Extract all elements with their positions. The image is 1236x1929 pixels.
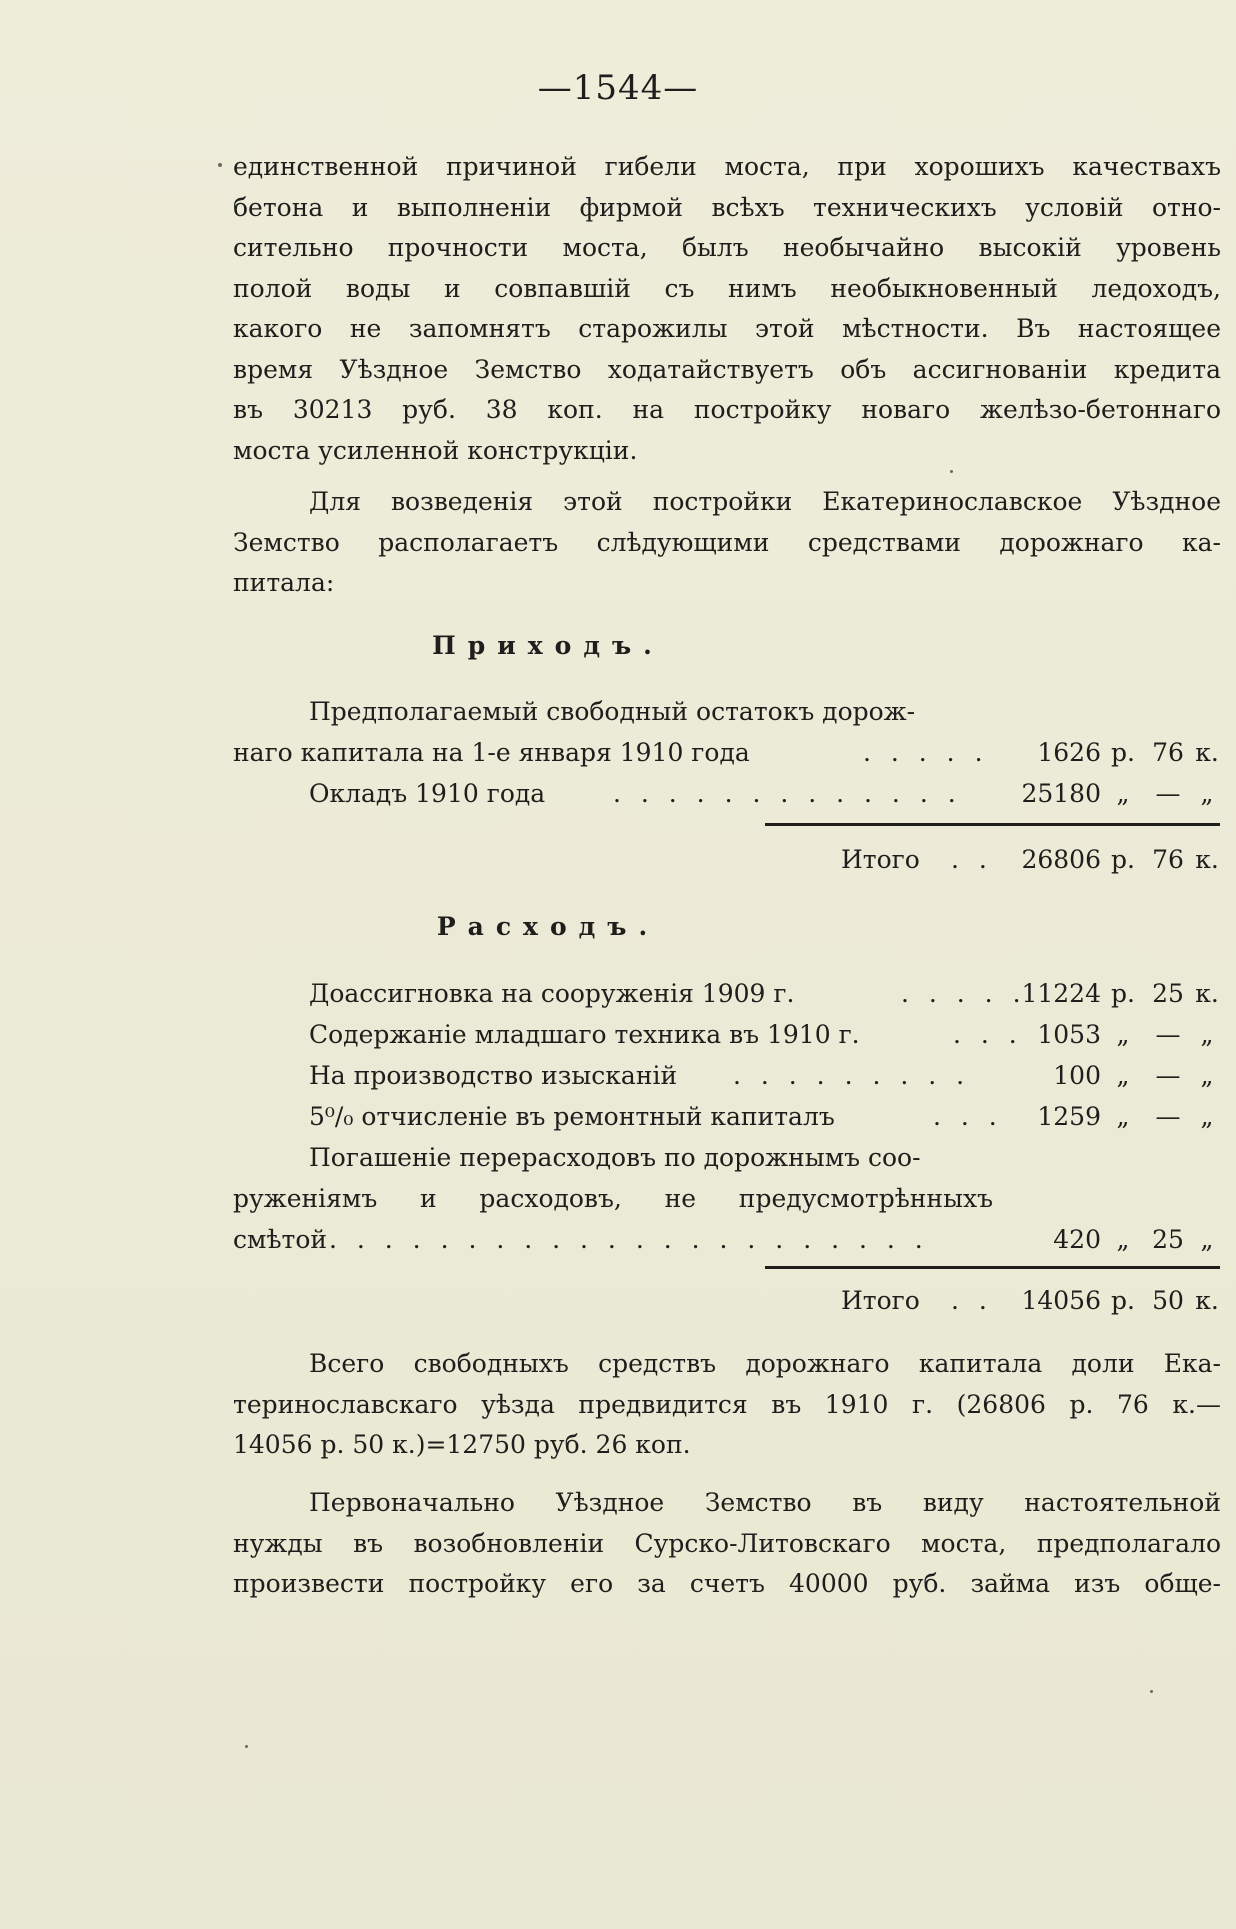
row-label: наго капитала на 1-е января 1910 года xyxy=(233,738,750,767)
text-line: нужды въ возобновленіи Сурско-Литовскаго моста, предполагало xyxy=(233,1528,1221,1558)
row-unit-kop: „ xyxy=(1200,1061,1214,1090)
text-line: единственной причиной гибели моста, при хорошихъ качествахъ xyxy=(233,152,1221,181)
total-label: Итого xyxy=(841,1286,920,1315)
row-label: 5⁰/₀ отчисленіе въ ремонтный капиталъ xyxy=(309,1102,835,1131)
row-kopecks: — xyxy=(1155,1020,1181,1049)
expense-total xyxy=(233,1281,1221,1321)
expense-row-1 xyxy=(233,974,1221,1014)
text-line: теринославскаго уѣзда предвидится въ 1910 г. (26806 р. 76 к.— xyxy=(233,1389,1221,1419)
row-label: Содержаніе младшаго техника въ 1910 г. xyxy=(309,1020,860,1049)
income-row-1 xyxy=(233,733,1221,773)
row-unit-kop: „ xyxy=(1200,779,1214,808)
row-kopecks: 76 xyxy=(1152,845,1184,874)
leader-dots: . . . . . . . . . . . . . xyxy=(613,779,962,808)
text-line: Первоначально Уѣздное Земство въ виду настоятельной xyxy=(309,1488,1221,1517)
paragraph-3 xyxy=(233,1344,1221,1466)
text-line: 14056 р. 50 к.)=12750 руб. 26 коп. xyxy=(233,1430,691,1459)
row-kopecks: — xyxy=(1155,779,1181,808)
row-label: руженіямъ и расходовъ, не предусмотрѣнныхъ xyxy=(233,1184,993,1213)
income-row-1-line-1 xyxy=(233,692,1221,732)
paper-speck xyxy=(1150,1690,1153,1693)
income-total xyxy=(233,840,1221,880)
expense-row-5-line-1 xyxy=(233,1138,1221,1178)
expense-row-4 xyxy=(233,1097,1221,1137)
row-kopecks: 25 xyxy=(1152,979,1184,1008)
row-kopecks: 50 xyxy=(1152,1286,1184,1315)
row-kopecks: — xyxy=(1155,1102,1181,1131)
row-kopecks: 76 xyxy=(1152,738,1184,767)
page-number: —1544— xyxy=(537,68,699,108)
row-label: Доассигновка на сооруженія 1909 г. xyxy=(309,979,795,1008)
leader-dots: . . . . . xyxy=(863,738,989,767)
text-line: полой воды и совпавшій съ нимъ необыкновенный ледоходъ, xyxy=(233,273,1221,303)
total-label: Итого xyxy=(841,845,920,874)
paper-speck xyxy=(245,1745,248,1748)
paragraph-2 xyxy=(233,482,1221,604)
income-row-2 xyxy=(233,774,1221,814)
row-amount: 1053 xyxy=(1037,1020,1101,1049)
sum-rule xyxy=(765,823,1220,826)
expense-heading: Расходъ. xyxy=(436,912,660,941)
row-unit-rub: „ xyxy=(1116,1020,1130,1049)
row-unit-kop: „ xyxy=(1200,1102,1214,1131)
row-amount: 420 xyxy=(1053,1225,1101,1254)
row-unit-rub: р. xyxy=(1111,1286,1135,1315)
leader-dots: . . . xyxy=(933,1102,1003,1131)
text-line: произвести постройку его за счетъ 40000 руб. займа изъ обще- xyxy=(233,1569,1221,1598)
row-amount: 1626 xyxy=(1037,738,1101,767)
paper-speck xyxy=(950,470,953,473)
expense-row-5 xyxy=(233,1220,1221,1260)
text-line: моста усиленной конструкціи. xyxy=(233,435,638,465)
row-label: Окладъ 1910 года xyxy=(309,779,546,808)
row-label: На производство изысканій xyxy=(309,1061,678,1090)
leader-dots: . . xyxy=(951,845,993,874)
row-unit-rub: „ xyxy=(1116,1102,1130,1131)
row-unit-kop: к. xyxy=(1195,979,1219,1008)
row-unit-kop: к. xyxy=(1195,738,1219,767)
sum-rule xyxy=(765,1266,1220,1269)
row-unit-kop: „ xyxy=(1200,1225,1214,1254)
row-amount: 11224 xyxy=(1021,979,1101,1008)
row-amount: 25180 xyxy=(1021,779,1101,808)
text-line: бетона и выполненіи фирмой всѣхъ техническихъ условій отно- xyxy=(233,192,1221,222)
paragraph-1 xyxy=(233,147,1221,471)
row-unit-rub: р. xyxy=(1111,845,1135,874)
text-line: Для возведенія этой постройки Екатеринославское Уѣздное xyxy=(309,487,1221,516)
row-unit-rub: „ xyxy=(1116,1225,1130,1254)
expense-row-5-line-2 xyxy=(233,1179,1221,1219)
paragraph-4 xyxy=(233,1483,1221,1605)
expense-row-2 xyxy=(233,1015,1221,1055)
row-kopecks: — xyxy=(1155,1061,1181,1090)
row-label: Погашеніе перерасходовъ по дорожнымъ соо- xyxy=(309,1143,921,1172)
leader-dots: . . . . . . . . . xyxy=(733,1061,971,1090)
row-label: смѣтой xyxy=(233,1225,328,1254)
row-unit-rub: „ xyxy=(1116,1061,1130,1090)
text-line: какого не запомнятъ старожилы этой мѣстности. Въ настоящее xyxy=(233,314,1221,343)
row-label: Предполагаемый свободный остатокъ дорож- xyxy=(309,697,916,726)
text-line: Всего свободныхъ средствъ дорожнаго капитала доли Ека- xyxy=(309,1349,1221,1378)
text-line: время Уѣздное Земство ходатайствуетъ объ ассигнованіи кредита xyxy=(233,354,1221,384)
row-unit-kop: к. xyxy=(1195,1286,1219,1315)
row-kopecks: 25 xyxy=(1152,1225,1184,1254)
total-amount: 14056 xyxy=(1021,1286,1101,1315)
income-heading: Приходъ. xyxy=(432,631,664,660)
row-unit-rub: р. xyxy=(1111,979,1135,1008)
text-line: въ 30213 руб. 38 коп. на постройку новаго желѣзо-бетоннаго xyxy=(233,395,1221,424)
row-unit-rub: р. xyxy=(1111,738,1135,767)
total-amount: 26806 xyxy=(1021,845,1101,874)
leader-dots: . . . xyxy=(953,1020,1023,1049)
row-unit-rub: „ xyxy=(1116,779,1130,808)
text-line: Земство располагаетъ слѣдующими средствами дорожнаго ка- xyxy=(233,527,1221,557)
paper-speck xyxy=(218,163,222,167)
row-amount: 100 xyxy=(1053,1061,1101,1090)
text-line: питала: xyxy=(233,568,335,597)
expense-row-3 xyxy=(233,1056,1221,1096)
leader-dots: . . xyxy=(951,1286,993,1315)
row-unit-kop: „ xyxy=(1200,1020,1214,1049)
leader-dots: . . . . . . . . . . . . . . . . . . . . . . xyxy=(329,1225,929,1254)
row-unit-kop: к. xyxy=(1195,845,1219,874)
row-amount: 1259 xyxy=(1037,1102,1101,1131)
text-line: сительно прочности моста, былъ необычайно высокій уровень xyxy=(233,233,1221,262)
leader-dots: . . . . . xyxy=(901,979,1027,1008)
